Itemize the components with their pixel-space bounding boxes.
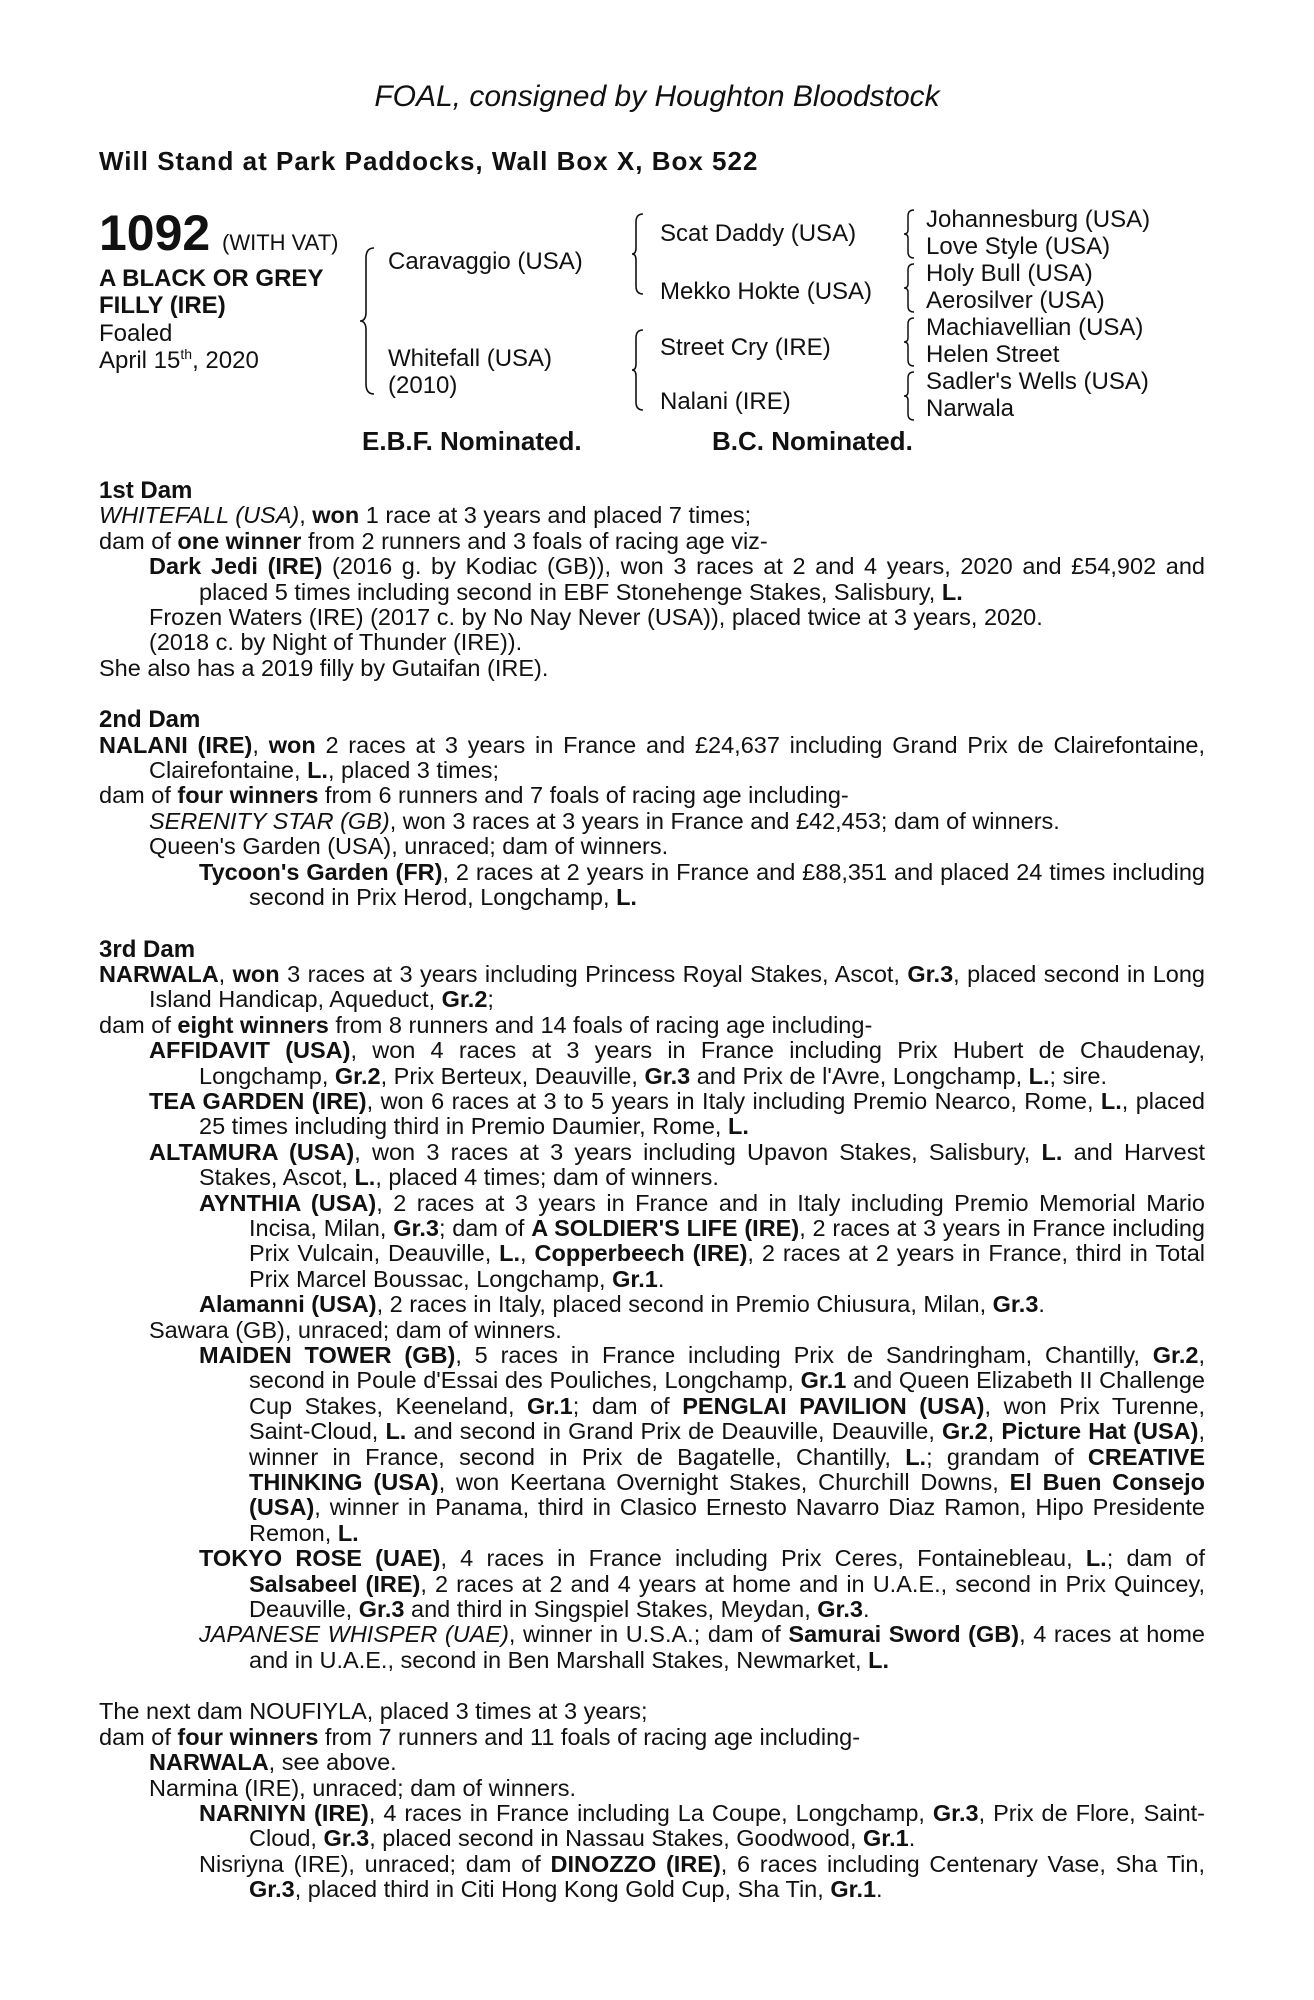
entry-text: and Harvest Stakes, Ascot, <box>199 1138 1205 1191</box>
foaled-date <box>99 346 259 375</box>
listed-label: L. <box>1085 1545 1107 1572</box>
winners-count: four winners <box>177 782 319 809</box>
next-dam-entry: The next dam NOUFIYLA, placed 3 times at 3 years; <box>99 1698 648 1725</box>
produce-entry <box>99 1089 1205 1140</box>
foaled-year: , 2020 <box>192 347 259 374</box>
produce-summary <box>99 1725 1205 1750</box>
entry-text: , 2 races at 3 years in France and in Italy including Premio Memorial Mario Incisa, Milan, <box>249 1189 1205 1241</box>
horse-name: AFFIDAVIT (USA) <box>149 1037 351 1064</box>
group-label: Gr.3 <box>992 1291 1039 1318</box>
entry-text: , placed second in Nassau Stakes, Goodwood, <box>369 1825 864 1852</box>
produce-entry: Queen's Garden (USA), unraced; dam of winners. <box>149 833 669 860</box>
horse-name: Picture Hat (USA) <box>1001 1418 1199 1445</box>
g-machiavellian: Machiavellian (USA) <box>926 314 1144 341</box>
group-label: Gr.3 <box>393 1214 439 1241</box>
entry-text: and Prix de l'Avre, Longchamp, <box>690 1062 1029 1089</box>
produce-entry: Narmina (IRE), unraced; dam of winners. <box>149 1774 577 1801</box>
entry-text: dam of <box>99 782 178 809</box>
ebf-nominated: E.B.F. Nominated. <box>362 426 582 456</box>
entry-text: and third in Singspiel Stakes, Meydan, <box>404 1596 818 1623</box>
produce-entry <box>99 1140 1205 1191</box>
group-label: Gr.1 <box>863 1825 909 1852</box>
entry-text: . <box>657 1265 665 1292</box>
entry-text: , 2 races at 2 and 4 years at home and in U.A.E., second in Prix Quincey, Deauville, <box>249 1570 1205 1623</box>
listed-label: L. <box>499 1240 521 1267</box>
produce-entry <box>99 554 1205 605</box>
entry-text: , placed third in Citi Hong Kong Gold Cup, Sha Tin, <box>294 1876 831 1903</box>
produce-entry: (2018 c. by Night of Thunder (IRE)). <box>149 629 523 656</box>
listed-label: L. <box>307 757 328 784</box>
entry-text: Nisriyna (IRE), unraced; dam of <box>199 1850 551 1877</box>
dam-entry: NALANI (IRE), won 2 races at 3 years in France and £24,637 including Grand Prix de Clairefontaine, Clairefontaine, L., placed 3 times; <box>99 731 1205 784</box>
produce-entry <box>99 1750 1205 1775</box>
group-label: Gr.3 <box>932 1799 979 1826</box>
vat-label: (WITH VAT) <box>222 230 339 255</box>
catalogue-body <box>99 478 1205 1903</box>
dam-dam: Nalani (IRE) <box>660 388 791 415</box>
entry-text: . <box>908 1825 916 1852</box>
entry-text: ; dam of <box>438 1214 532 1241</box>
entry-text: from 7 runners and 11 foals of racing age including- <box>318 1723 861 1750</box>
g-sadlers-wells: Sadler's Wells (USA) <box>926 368 1149 395</box>
produce-summary <box>99 529 1205 554</box>
entry-text: from 6 runners and 7 foals of racing age including- <box>318 782 849 809</box>
lot-description-line2: FILLY (IRE) <box>99 292 226 319</box>
produce-entry <box>99 1038 1205 1089</box>
entry-text: , won 4 races at 3 years in France including Prix Hubert de Chaudenay, Longchamp, <box>199 1037 1206 1089</box>
horse-name: TOKYO ROSE (UAE) <box>199 1545 441 1572</box>
dam-entry: NARWALA, won 3 races at 3 years including Princess Royal Stakes, Ascot, Gr.3, placed second in Long Island Handicap, Aqueduct, Gr.2; <box>99 960 1205 1013</box>
entry-text: , 2 races at 3 years in France including Prix Vulcain, Deauville, <box>249 1214 1206 1267</box>
entry-text: and Queen Elizabeth II Challenge Cup Stakes, Keeneland, <box>249 1367 1205 1419</box>
entry-text: , winner in Panama, third in Clasico Ernesto Navarro Diaz Ramon, Hipo Presidente Remon, <box>249 1494 1205 1546</box>
entry-text: , 5 races in France including Prix de Sandringham, Chantilly, <box>455 1342 1153 1368</box>
g-johannesburg: Johannesburg (USA) <box>926 206 1151 233</box>
entry-text: , placed 3 times; <box>327 757 500 784</box>
produce-entry <box>99 860 1205 911</box>
group-label: Gr.2 <box>942 1418 988 1445</box>
won-label: won <box>312 502 360 529</box>
sire-sire: Scat Daddy (USA) <box>660 220 857 247</box>
produce-entry <box>99 809 1205 834</box>
group-label: Gr.2 <box>334 1062 381 1089</box>
produce-summary <box>99 783 1205 808</box>
group-label: Gr.3 <box>249 1876 295 1903</box>
entry-text: dam of <box>99 527 178 554</box>
entry-text: , placed 4 times; dam of winners. <box>375 1164 719 1191</box>
horse-name: A SOLDIER'S LIFE (IRE) <box>531 1214 800 1241</box>
horse-name: Alamanni (USA) <box>199 1291 377 1318</box>
entry-text: , won 3 races at 3 years including Upavon Stakes, Salisbury, <box>354 1138 1042 1165</box>
section-heading: 2nd Dam <box>99 706 201 734</box>
brace-g1 <box>902 208 916 260</box>
brace-g2 <box>902 262 916 314</box>
produce-entry <box>99 1801 1205 1852</box>
listed-label: L. <box>868 1646 890 1673</box>
stand-location: Will Stand at Park Paddocks, Wall Box X, Box 522 <box>99 146 759 176</box>
produce-summary <box>99 1013 1205 1038</box>
g-love-style: Love Style (USA) <box>926 233 1111 260</box>
horse-name: ALTAMURA (USA) <box>149 1138 355 1165</box>
horse-name: TEA GARDEN (IRE) <box>149 1087 367 1114</box>
entry-text: , won 6 races at 3 to 5 years in Italy including Premio Nearco, Rome, <box>366 1087 1101 1114</box>
entry-text: , 4 races at home and in U.A.E., second in Ben Marshall Stakes, Newmarket, <box>249 1621 1205 1673</box>
listed-label: L. <box>616 884 637 911</box>
entry-text: , won Prix Turenne, Saint-Cloud, <box>249 1392 1205 1445</box>
group-label: Gr.1 <box>800 1367 847 1394</box>
listed-label: L. <box>354 1164 376 1191</box>
horse-name: Tycoon's Garden (FR) <box>199 858 443 885</box>
brace-g4 <box>902 370 916 422</box>
entry-text: , <box>520 1240 535 1267</box>
lot-description-line1: A BLACK OR GREY <box>99 265 324 292</box>
horse-name: DINOZZO (IRE) <box>550 1850 721 1877</box>
entry-text: dam of <box>99 1011 178 1038</box>
entry-text: , placed second in Long Island Handicap, Aqueduct, <box>149 960 1205 1013</box>
entry-text: . <box>1038 1291 1045 1318</box>
bc-nominated: B.C. Nominated. <box>712 426 913 456</box>
won-label: won <box>268 731 316 758</box>
listed-label: L. <box>1100 1087 1122 1114</box>
group-label: Gr.3 <box>644 1062 691 1089</box>
entry-text: (2016 g. by Kodiac (GB)), won 3 races at 2 and 4 years, 2020 and £54,902 and placed 5 times including second in EBF Stonehenge Stakes, Salisbury, <box>199 553 1205 605</box>
entry-text: , Prix de Flore, Saint-Cloud, <box>249 1799 1206 1852</box>
entry-text: , 4 races in France including La Coupe, Longchamp, <box>368 1799 933 1826</box>
dam-sire: Street Cry (IRE) <box>660 334 831 361</box>
group-label: Gr.3 <box>907 960 954 987</box>
listed-label: L. <box>727 1113 749 1140</box>
entry-text: ; dam of <box>1106 1545 1205 1572</box>
produce-entry <box>99 1343 1205 1546</box>
horse-name: NARWALA <box>149 1749 269 1776</box>
listed-label: L. <box>941 578 963 605</box>
winners-count: eight winners <box>177 1011 329 1038</box>
entry-text: . <box>876 1876 883 1903</box>
entry-text: and second in Grand Prix de Deauville, Deauville, <box>406 1418 943 1445</box>
entry-text: , placed 25 times including third in Premio Daumier, Rome, <box>199 1087 1205 1140</box>
group-label: Gr.3 <box>323 1825 370 1852</box>
dam: Whitefall (USA) <box>388 345 553 372</box>
won-label: won <box>232 960 280 987</box>
entry-text: , winner in U.S.A.; dam of <box>508 1621 789 1648</box>
sire-dam: Mekko Hokte (USA) <box>660 278 873 305</box>
entry-text: , <box>987 1418 1002 1445</box>
group-label: Gr.1 <box>830 1876 877 1903</box>
listed-label: L. <box>1041 1138 1063 1165</box>
horse-name: El Buen Consejo (USA) <box>249 1469 1205 1521</box>
horse-name: NALANI (IRE) <box>99 731 253 758</box>
entry-text: 3 races at 3 years including Princess Royal Stakes, Ascot, <box>279 960 908 987</box>
entry-text: , 2 races at 2 years in France, third in Total Prix Marcel Boussac, Longchamp, <box>249 1240 1205 1292</box>
sire-dam-brace <box>358 246 378 396</box>
sire-brace <box>630 212 646 296</box>
entry-text: ; grandam of <box>926 1443 1088 1470</box>
foaled-suffix: th <box>180 346 193 362</box>
brace-g3 <box>902 316 916 368</box>
entry-text: , winner in France, second in Prix de Bagatelle, Chantilly, <box>249 1418 1205 1470</box>
entry-text: 2 races at 3 years in France and £24,637 including Grand Prix de Clairefontaine, Clairefontaine, <box>149 731 1205 784</box>
horse-name: SERENITY STAR (GB) <box>149 807 390 834</box>
horse-name: MAIDEN TOWER (GB) <box>199 1342 456 1368</box>
horse-name: NARWALA <box>99 960 219 987</box>
produce-note: She also has a 2019 filly by Gutaifan (IRE). <box>99 654 549 681</box>
produce-entry <box>99 1292 1205 1317</box>
sire: Caravaggio (USA) <box>388 248 583 275</box>
listed-label: L. <box>1028 1062 1050 1089</box>
group-label: Gr.1 <box>527 1392 573 1419</box>
g-holy-bull: Holy Bull (USA) <box>926 260 1093 287</box>
dam-brace <box>630 328 646 412</box>
entry-text: from 2 runners and 3 foals of racing age viz- <box>301 527 768 554</box>
horse-name: CREATIVE THINKING (USA) <box>249 1443 1205 1496</box>
entry-text: . <box>863 1596 870 1623</box>
entry-text: , 2 races at 2 years in France and £88,351 and placed 24 times including second in Prix Herod, Longchamp, <box>249 858 1206 911</box>
entry-text: , 4 races in France including Prix Ceres, Fontainebleau, <box>440 1545 1086 1572</box>
foaled-day: April 15 <box>99 347 181 374</box>
entry-text: , 2 races in Italy, placed second in Premio Chiusura, Milan, <box>376 1291 993 1318</box>
horse-name: Dark Jedi (IRE) <box>149 553 323 580</box>
horse-name: WHITEFALL (USA) <box>99 502 300 529</box>
entry-text: ; dam of <box>572 1392 683 1419</box>
group-label: Gr.3 <box>817 1596 863 1623</box>
group-label: Gr.2 <box>1152 1342 1199 1368</box>
dam-year: (2010) <box>388 372 458 399</box>
entry-text: , 6 races including Centenary Vase, Sha Tin, <box>720 1850 1205 1877</box>
winners-count: four winners <box>177 1723 319 1750</box>
horse-name: AYNTHIA (USA) <box>199 1189 377 1216</box>
entry-text: , Prix Berteux, Deauville, <box>380 1062 645 1089</box>
produce-entry: Sawara (GB), unraced; dam of winners. <box>149 1316 562 1343</box>
entry-text: , second in Poule d'Essai des Pouliches, Longchamp, <box>249 1342 1206 1394</box>
horse-name: PENGLAI PAVILION (USA) <box>682 1392 985 1419</box>
entry-text: , won Keertana Overnight Stakes, Churchill Downs, <box>438 1469 1010 1496</box>
page-title: FOAL, consigned by Houghton Bloodstock <box>374 80 940 113</box>
section-heading: 1st Dam <box>99 477 193 504</box>
listed-label: L. <box>905 1443 927 1470</box>
entry-text: , won 3 races at 3 years in France and £42,453; dam of winners. <box>389 807 1060 834</box>
produce-entry <box>99 1191 1205 1293</box>
g-helen-street: Helen Street <box>926 341 1060 368</box>
entry-text: , see above. <box>268 1749 397 1776</box>
group-label: Gr.2 <box>441 986 488 1013</box>
listed-label: L. <box>337 1519 359 1546</box>
dam-entry: WHITEFALL (USA), won 1 race at 3 years and placed 7 times; <box>99 502 752 529</box>
g-aerosilver: Aerosilver (USA) <box>926 287 1105 314</box>
produce-entry <box>99 1852 1205 1903</box>
winners-count: one winner <box>177 527 302 554</box>
group-label: Gr.1 <box>612 1265 658 1292</box>
horse-name: Samurai Sword (GB) <box>788 1621 1020 1648</box>
entry-text: ; <box>487 986 494 1013</box>
produce-entry <box>99 1546 1205 1622</box>
listed-label: L. <box>385 1418 407 1445</box>
section-heading: 3rd Dam <box>99 935 196 963</box>
entry-text: ; sire. <box>1049 1062 1107 1089</box>
produce-entry <box>99 1622 1205 1673</box>
entry-text: dam of <box>99 1723 178 1750</box>
foaled-label: Foaled <box>99 320 173 347</box>
horse-name: NARNIYN (IRE) <box>199 1799 369 1826</box>
group-label: Gr.3 <box>358 1596 405 1623</box>
horse-name: Salsabeel (IRE) <box>249 1570 421 1597</box>
entry-text: from 8 runners and 14 foals of racing age including- <box>328 1011 873 1038</box>
horse-name: Copperbeech (IRE) <box>534 1240 748 1267</box>
lot-number: 1092 <box>99 205 211 261</box>
g-narwala: Narwala <box>926 395 1015 422</box>
horse-name: JAPANESE WHISPER (UAE) <box>199 1621 509 1648</box>
entry-text: 1 race at 3 years and placed 7 times; <box>359 502 752 529</box>
produce-entry: Frozen Waters (IRE) (2017 c. by No Nay Never (USA)), placed twice at 3 years, 2020. <box>149 604 1043 631</box>
